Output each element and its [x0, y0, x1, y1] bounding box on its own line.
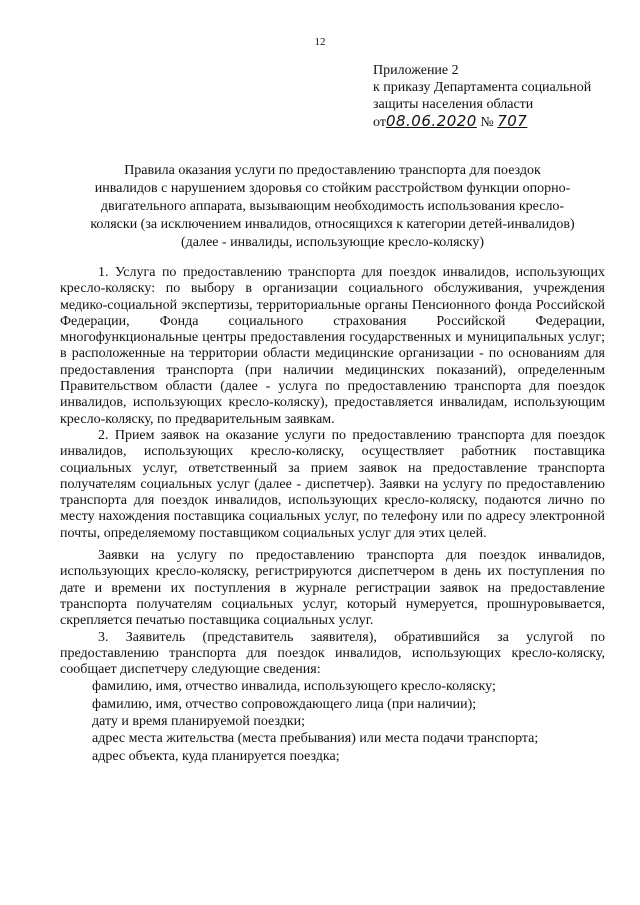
list-item: фамилию, имя, отчество инвалида, использующего кресло-коляску; — [92, 679, 496, 695]
title-line: двигательного аппарата, вызывающим необходимость использования кресло- — [100, 199, 565, 214]
annex-header — [373, 62, 591, 131]
list-item: фамилию, имя, отчество сопровождающего лица (при наличии); — [92, 696, 477, 712]
title-line: (далее - инвалиды, использующие кресло-коляску) — [180, 235, 485, 250]
annex-line-2: к приказу Департамента социальной — [373, 80, 592, 95]
list-item: адрес места жительства (места пребывания) или места подачи транспорта; — [92, 731, 539, 747]
handwritten-number: 707 — [497, 112, 528, 130]
list-item: дату и время планируемой поездки; — [92, 714, 306, 730]
page-number: 12 — [314, 36, 326, 48]
annex-line-1: Приложение 2 — [373, 63, 459, 78]
annex-date-line — [373, 113, 591, 131]
list-item: адрес объекта, куда планируется поездка; — [92, 748, 340, 764]
title-line: коляски (за исключением инвалидов, относящихся к категории детей-инвалидов) — [90, 217, 575, 232]
document-title — [60, 162, 605, 252]
document-body — [60, 265, 605, 765]
handwritten-date: 08.06.2020 — [385, 112, 477, 130]
paragraph-3: Заявки на услугу по предоставлению транспорта для поездок инвалидов, использующих кресло-коляску, регистрируются диспетчером в день их поступления по дате и времени их поступления в журнале регистрации заявок на предоставление транспорта получателям социальных услуг, который нумеруется, прошнуровывается, скрепляется печатью поставщика социальных услуг. — [60, 548, 605, 629]
paragraph-4: 3. Заявитель (представитель заявителя), обратившийся за услугой по предоставлению транспорта для поездок инвалидов, использующих кресло-коляску, сообщает диспетчеру следующие сведения: — [60, 629, 605, 678]
title-line: Правила оказания услуги по предоставлению транспорта для поездок — [124, 163, 541, 178]
paragraph-1: 1. Услуга по предоставлению транспорта для поездок инвалидов, использующих кресло-коляску: по выбору в организации социального обслуживания, учреждения медико-социальной экспертизы, территориальные органы Пенсионного фонда Российской Федерации, Фонда социального страхования Российской Федерации, многофункциональные центры предоставления государственных и муниципальных услуг; в расположенные на территории области медицинские организации - по основаниям для предоставления транспорта (при наличии медицинских показаний), определенным Правительством области (далее - услуга по предоставлению транспорта для поездок инвалидов, использующих кресло-коляску), предоставляется инвалидам, использующим кресло-коляску, по предварительным заявкам. — [60, 265, 605, 427]
annex-line-3: защиты населения области — [373, 97, 534, 112]
title-line: инвалидов с нарушением здоровья со стойким расстройством функции опорно- — [94, 181, 571, 196]
paragraph-2: 2. Прием заявок на оказание услуги по предоставлению транспорта для поездок инвалидов, использующих кресло-коляску, осуществляет работник поставщика социальных услуг, ответственный за прием заявок на предоставление транспорта получателям социальных услуг (далее - диспетчер). Заявки на услугу по предоставлению транспорта для поездок инвалидов, использующих кресло-коляску, подаются лично по месту нахождения поставщика социальных услуг, по телефону или по адресу электронной почты, определяемому поставщиком социальных услуг для этих целей. — [60, 427, 605, 541]
number-prefix: № — [480, 115, 494, 130]
date-prefix: от — [373, 115, 386, 130]
